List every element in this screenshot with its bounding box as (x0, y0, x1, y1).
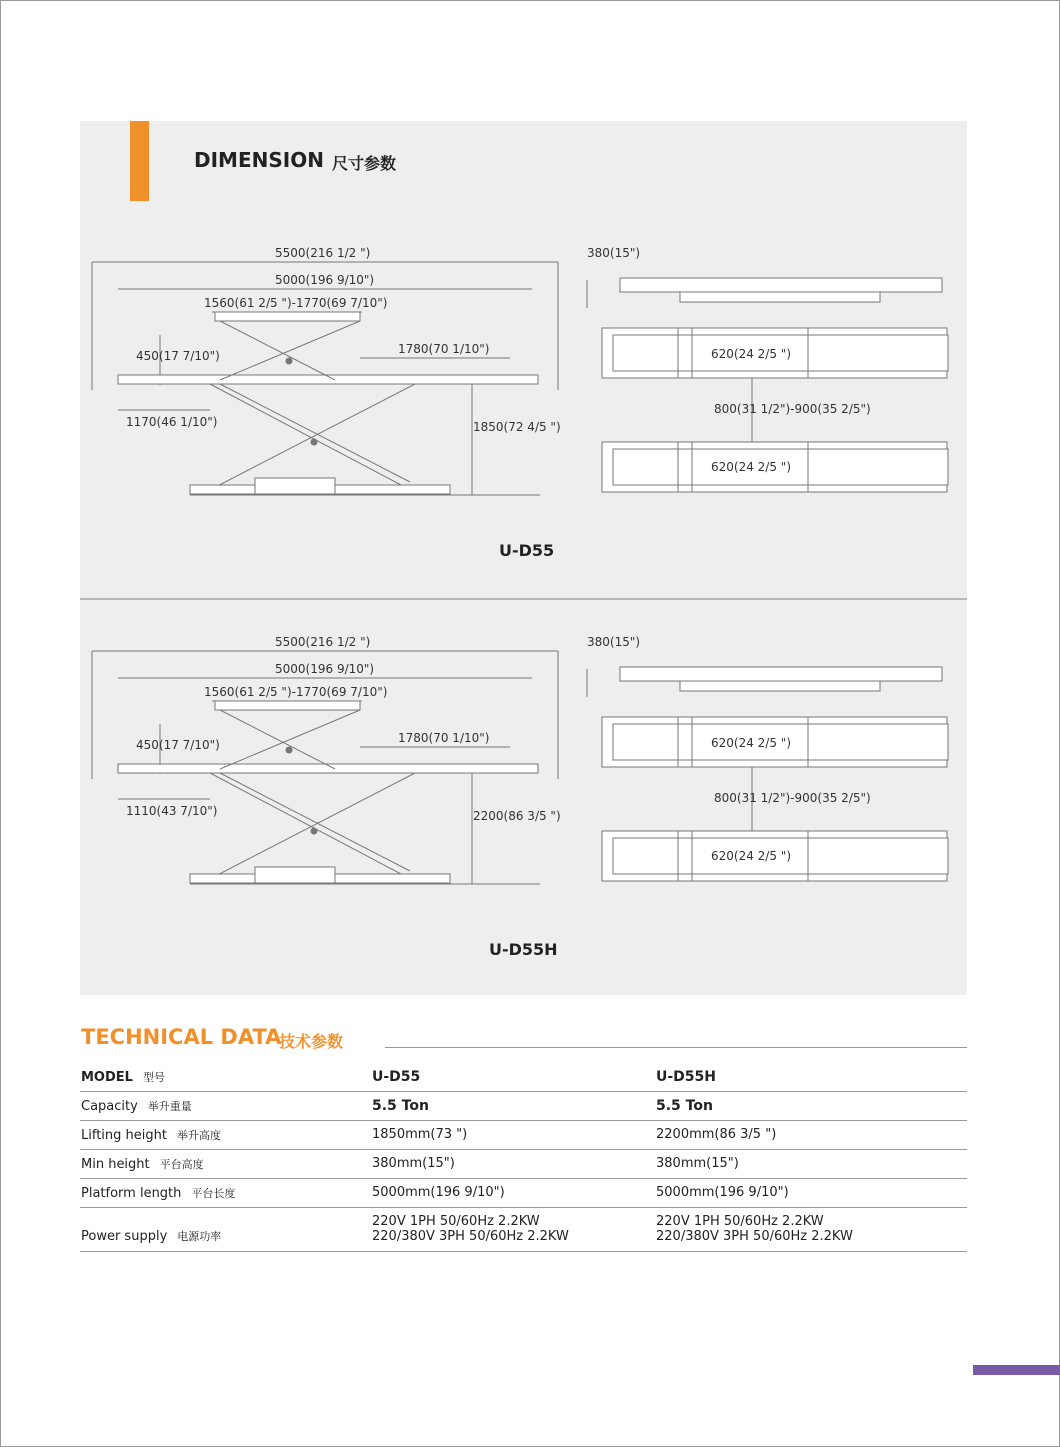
table-row-min-height (80, 1149, 967, 1178)
cell-d55: 380mm(15") (371, 1149, 655, 1178)
cell-d55h: 5.5 Ton (655, 1091, 967, 1120)
model-label-u-d55: U-D55 (499, 541, 555, 560)
drawing-u-d55h (80, 609, 967, 969)
platform-width-1-label: 620(24 2/5 ") (711, 347, 791, 361)
row-label: Power supply (81, 1229, 168, 1244)
panel-divider (80, 598, 967, 600)
dimension-title-cn: 尺寸参数 (332, 154, 397, 173)
cell-d55: 5.5 Ton (371, 1091, 655, 1120)
model-label-u-d55h: U-D55H (489, 940, 558, 959)
table-row-power-supply (80, 1207, 967, 1251)
table-row-lifting-height (80, 1120, 967, 1149)
table-row-platform-length (80, 1178, 967, 1207)
platform-spacing-label: 800(31 1/2")-900(35 2/5") (714, 791, 871, 805)
technical-data-title-cn: 技术参数 (279, 1032, 344, 1051)
base-offset-label: 1110(43 7/10") (126, 804, 218, 818)
base-offset-label: 1170(46 1/10") (126, 415, 218, 429)
min-height-label: 450(17 7/10") (136, 738, 220, 752)
technical-data-title: TECHNICAL DATA (81, 1025, 282, 1049)
row-label-cn: 平台长度 (191, 1186, 236, 1200)
lift-height-label: 1850(72 4/5 ") (473, 420, 561, 434)
cell-d55h: 380mm(15") (655, 1149, 967, 1178)
cell-d55h: 5000mm(196 9/10") (655, 1178, 967, 1207)
technical-title-rule (385, 1047, 967, 1048)
side-height-label: 380(15") (587, 635, 641, 649)
platform-width-2-label: 620(24 2/5 ") (711, 460, 791, 474)
lift-height-label: 2200(86 3/5 ") (473, 809, 561, 823)
platform-length-label: 5000(196 9/10") (275, 273, 375, 287)
platform-width-2-label: 620(24 2/5 ") (711, 849, 791, 863)
row-label: Min height (81, 1156, 150, 1172)
platform-spacing-label: 800(31 1/2")-900(35 2/5") (714, 402, 871, 416)
platform-length-label: 5000(196 9/10") (275, 662, 375, 676)
row-label-cn: 电源功率 (177, 1230, 222, 1243)
row-label-cn: 型号 (142, 1071, 165, 1085)
top-platform-length-label: 1560(61 2/5 ")-1770(69 7/10") (204, 296, 388, 310)
platform-width-1-label: 620(24 2/5 ") (711, 736, 791, 750)
overall-length-label: 5500(216 1/2 ") (275, 635, 371, 649)
technical-data-table (80, 1064, 967, 1252)
extension-label: 1780(70 1/10") (398, 731, 490, 745)
overall-length-label: 5500(216 1/2 ") (275, 246, 371, 260)
table-row-model (80, 1064, 967, 1091)
dimension-title: DIMENSION (194, 148, 324, 172)
cell-d55: 5000mm(196 9/10") (371, 1178, 655, 1207)
cell-d55h-line2: 220/380V 3PH 50/60Hz 2.2KW (656, 1229, 853, 1244)
row-label-cn: 平台高度 (159, 1157, 204, 1171)
row-label: MODEL (81, 1070, 133, 1086)
row-label-cn: 举升重量 (147, 1099, 192, 1113)
extension-label: 1780(70 1/10") (398, 342, 490, 356)
cell-d55-line2: 220/380V 3PH 50/60Hz 2.2KW (372, 1229, 569, 1244)
row-label: Capacity (81, 1098, 138, 1114)
table-row-capacity (80, 1091, 967, 1120)
row-label: Lifting height (81, 1127, 167, 1143)
page-accent-bar (973, 1365, 1060, 1375)
row-label: Platform length (81, 1185, 182, 1201)
side-height-label: 380(15") (587, 246, 641, 260)
cell-d55-line1: 220V 1PH 50/60Hz 2.2KW (372, 1214, 540, 1229)
row-label-cn: 举升高度 (176, 1128, 221, 1142)
section-accent-bar (130, 121, 149, 201)
cell-d55: 1850mm(73 ") (371, 1120, 655, 1149)
cell-d55h: U-D55H (655, 1064, 967, 1091)
cell-d55h-line1: 220V 1PH 50/60Hz 2.2KW (656, 1214, 824, 1229)
drawing-u-d55 (80, 220, 967, 580)
min-height-label: 450(17 7/10") (136, 349, 220, 363)
cell-d55: U-D55 (371, 1064, 655, 1091)
top-platform-length-label: 1560(61 2/5 ")-1770(69 7/10") (204, 685, 388, 699)
cell-d55h: 2200mm(86 3/5 ") (655, 1120, 967, 1149)
